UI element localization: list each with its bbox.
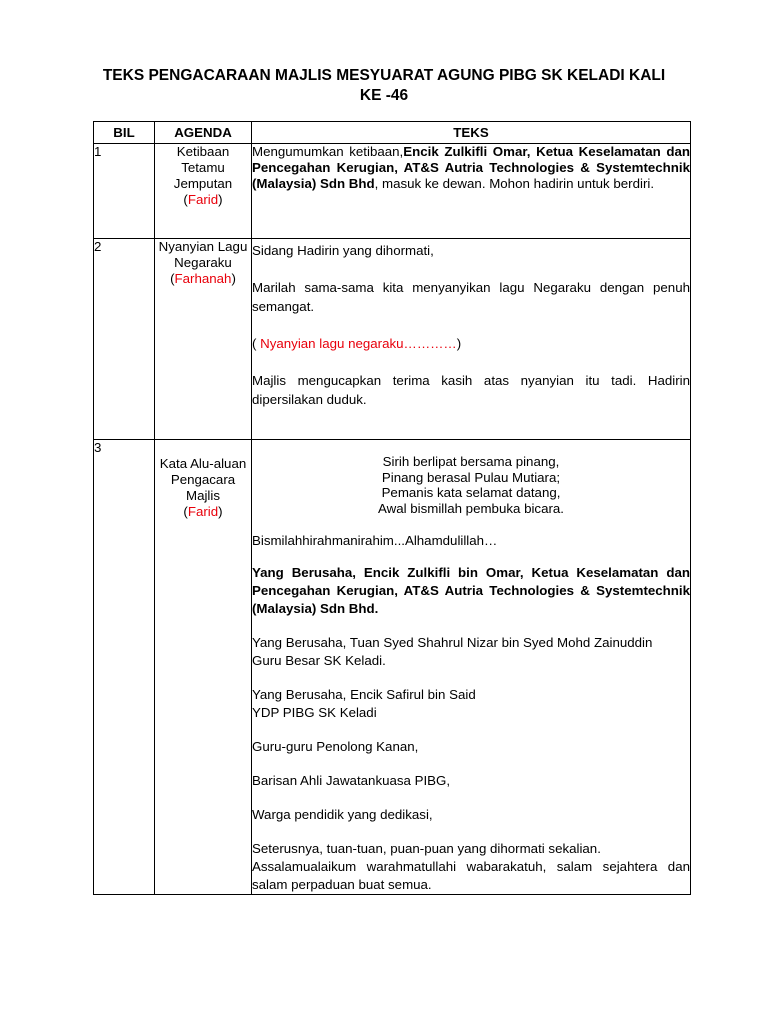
agenda-cell [155, 239, 252, 440]
title-line-2: KE -46 [359, 87, 409, 104]
pantun [252, 454, 690, 516]
guest-name-bold: Encik Zulkifli Omar, Ketua Keselamatan dan Pencegahan Kerugian, AT&S Autria Technologies & Systemtechnik (Malaysia) Sdn Bhd [252, 144, 690, 191]
header-teks: TEKS [252, 122, 691, 144]
paragraph: Guru-guru Penolong Kanan, [252, 739, 419, 754]
header-bil: BIL [94, 122, 155, 144]
agenda-line: Pengacara [170, 472, 236, 487]
agenda-table [93, 121, 691, 895]
mc-name: Farhanah [174, 271, 232, 286]
announcement-text: Mengumumkan ketibaan,Encik Zulkifli Omar, Ketua Keselamatan dan Pencegahan Kerugian, AT&S Autria Technologies & Systemtechnik (Malaysia) Sdn Bhd, masuk ke dewan. Mohon hadirin untuk berdiri. [252, 144, 690, 191]
paragraph: ( Nyanyian lagu negaraku…………) [252, 336, 462, 351]
pantun-line: Pemanis kata selamat datang, [381, 485, 561, 500]
document-title [96, 66, 672, 106]
mc-name-line: (Farhanah) [170, 271, 236, 286]
table-row [94, 440, 691, 895]
paragraph: Yang Berusaha, Encik Safirul bin Said YDP PIBG SK Keladi [252, 687, 476, 720]
text-cell [252, 144, 691, 239]
paragraph: Majlis mengucapkan terima kasih atas nyanyian itu tadi. Hadirin dipersilakan duduk. [252, 373, 690, 407]
paragraph: Yang Berusaha, Tuan Syed Shahrul Nizar bin Syed Mohd Zainuddin Guru Besar SK Keladi. [252, 635, 653, 668]
paragraph-bold: Yang Berusaha, Encik Zulkifli bin Omar, Ketua Keselamatan dan Pencegahan Kerugian, AT&S Autria Technologies & Systemtechnik (Malaysia) Sdn Bhd. [252, 565, 690, 616]
mc-name: Farid [187, 504, 219, 519]
text-cell [252, 239, 691, 440]
agenda-line: Jemputan [173, 176, 233, 191]
paragraph: Barisan Ahli Jawatankuasa PIBG, [252, 773, 451, 788]
mc-name-line: (Farid) [183, 504, 223, 519]
agenda-line: Kata Alu-aluan [159, 456, 247, 471]
row-number: 3 [94, 440, 155, 895]
agenda-cell [155, 440, 252, 895]
pantun-line: Awal bismillah pembuka bicara. [377, 500, 564, 516]
row-number: 2 [94, 239, 155, 440]
paragraph: Warga pendidik yang dedikasi, [252, 807, 433, 822]
table-row [94, 239, 691, 440]
title-line-1: TEKS PENGACARAAN MAJLIS MESYUARAT AGUNG PIBG SK KELADI KALI [102, 67, 666, 84]
text-cell [252, 440, 691, 895]
agenda-line: Majlis [186, 488, 220, 503]
paragraph: Seterusnya, tuan-tuan, puan-puan yang dihormati sekalian. Assalamualaikum warahmatullahi wabarakatuh, salam sejahtera dan salam perpaduan buat semua. [252, 841, 690, 892]
agenda-line: Nyanyian Lagu [158, 239, 248, 254]
paragraph: Sidang Hadirin yang dihormati, [252, 243, 434, 258]
table-header-row [94, 122, 691, 144]
pantun-line: Sirih berlipat bersama pinang, [382, 454, 560, 469]
agenda-line: Tetamu [181, 160, 225, 175]
agenda-line: Negaraku [174, 255, 232, 270]
pantun-line: Pinang berasal Pulau Mutiara; [381, 469, 561, 485]
paragraph: Marilah sama-sama kita menyanyikan lagu Negaraku dengan penuh semangat. [252, 280, 690, 314]
header-agenda: AGENDA [155, 122, 252, 144]
mc-name-line: (Farid) [183, 192, 223, 207]
paragraph: Bismilahhirahmanirahim...Alhamdulillah… [252, 533, 498, 548]
mc-name: Farid [187, 192, 219, 207]
table-row [94, 144, 691, 239]
agenda-cell [155, 144, 252, 239]
agenda-line: Ketibaan [176, 144, 230, 159]
row-number: 1 [94, 144, 155, 239]
